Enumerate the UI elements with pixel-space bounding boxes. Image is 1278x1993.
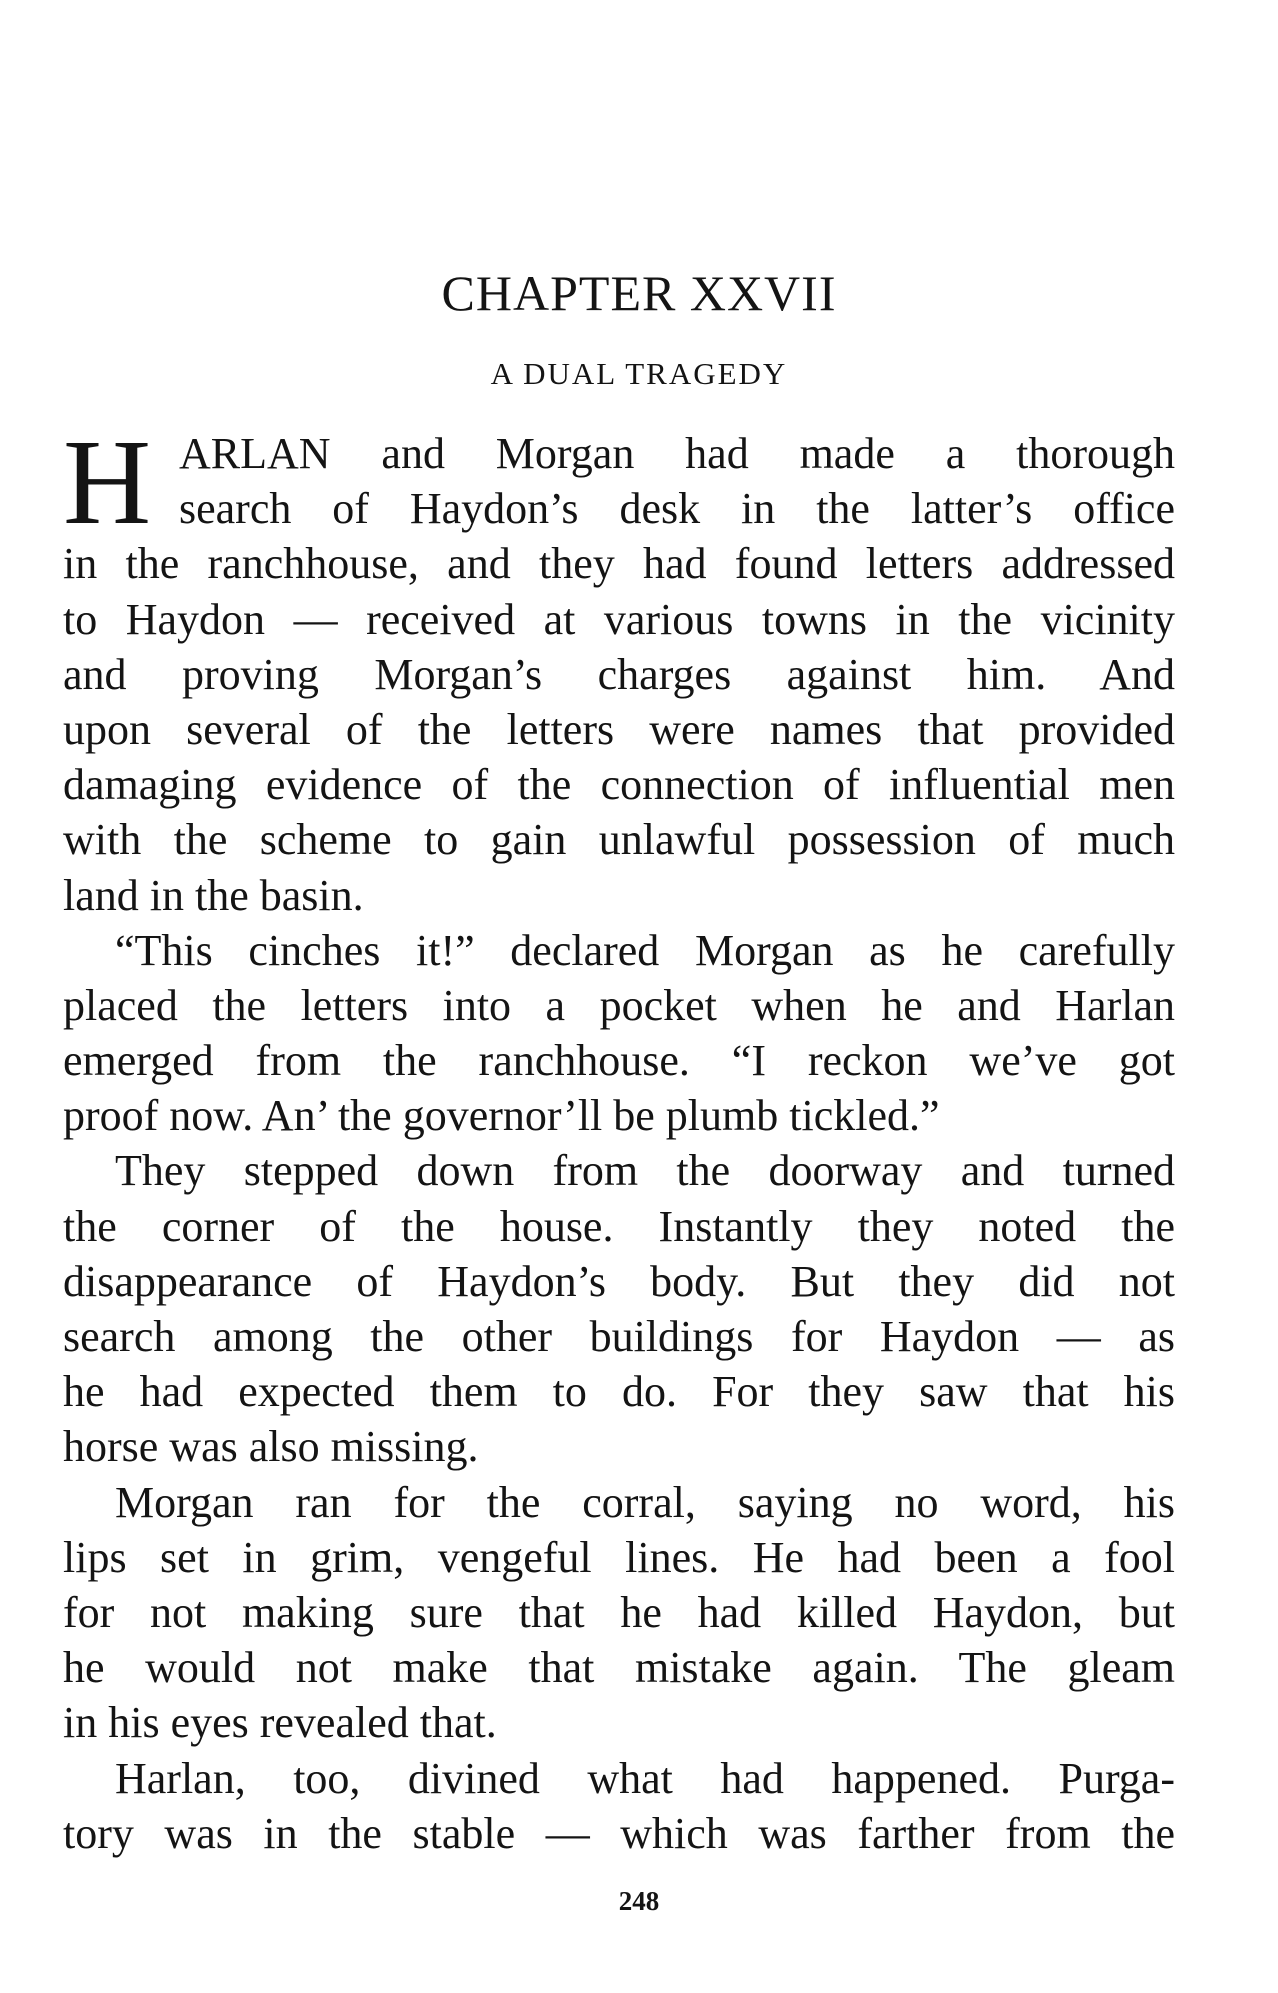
text-line: and proving Morgan’s charges against him. And	[63, 649, 1175, 699]
text-line: land in the basin.	[63, 870, 364, 920]
chapter-heading: CHAPTER XXVII	[441, 265, 837, 321]
page-number: 248	[618, 1886, 660, 1916]
text-line: Morgan ran for the corral, saying no word, his	[115, 1477, 1175, 1527]
text-line: to Haydon — received at various towns in the vicinity	[63, 594, 1175, 644]
text-line: upon several of the letters were names that provided	[63, 704, 1175, 754]
text-line: They stepped down from the doorway and turned	[115, 1146, 1175, 1196]
text-line: placed the letters into a pocket when he and Harlan	[63, 980, 1175, 1030]
paragraph-3	[63, 1143, 1175, 1474]
paragraph-5	[63, 1751, 1175, 1861]
text-line: for not making sure that he had killed Haydon, but	[63, 1587, 1175, 1637]
paragraph-1	[63, 415, 1175, 923]
body-text	[63, 415, 1175, 1861]
text-line: ARLAN and Morgan had made a thorough	[179, 429, 1175, 478]
chapter-subtitle: A DUAL TRAGEDY	[490, 356, 788, 391]
text-line: search among the other buildings for Haydon — as	[63, 1312, 1175, 1361]
text-line: Harlan, too, divined what had happened. Purga-	[115, 1753, 1175, 1803]
paragraph-2	[63, 923, 1175, 1144]
text-line: horse was also missing.	[63, 1422, 479, 1472]
text-line: he would not make that mistake again. The gleam	[63, 1643, 1175, 1693]
drop-cap: H	[63, 415, 152, 550]
paragraph-4	[63, 1475, 1175, 1751]
text-line: in his eyes revealed that.	[63, 1698, 497, 1748]
text-line: disappearance of Haydon’s body. But they did not	[63, 1256, 1175, 1306]
text-line: search of Haydon’s desk in the latter’s office	[179, 484, 1175, 534]
text-line: tory was in the stable — which was farther from the	[63, 1808, 1175, 1858]
text-line: he had expected them to do. For they saw that his	[63, 1367, 1175, 1417]
text-line: damaging evidence of the connection of influential men	[63, 760, 1175, 810]
text-line: emerged from the ranchhouse. “I reckon we’ve got	[63, 1036, 1175, 1086]
text-line: in the ranchhouse, and they had found letters addressed	[63, 539, 1175, 589]
text-line: “This cinches it!” declared Morgan as he carefully	[115, 925, 1175, 975]
text-line: the corner of the house. Instantly they noted the	[63, 1201, 1175, 1251]
text-line: with the scheme to gain unlawful possession of much	[63, 815, 1175, 865]
text-line: lips set in grim, vengeful lines. He had been a fool	[63, 1532, 1175, 1582]
text-line: proof now. An’ the governor’ll be plumb tickled.”	[63, 1091, 940, 1141]
